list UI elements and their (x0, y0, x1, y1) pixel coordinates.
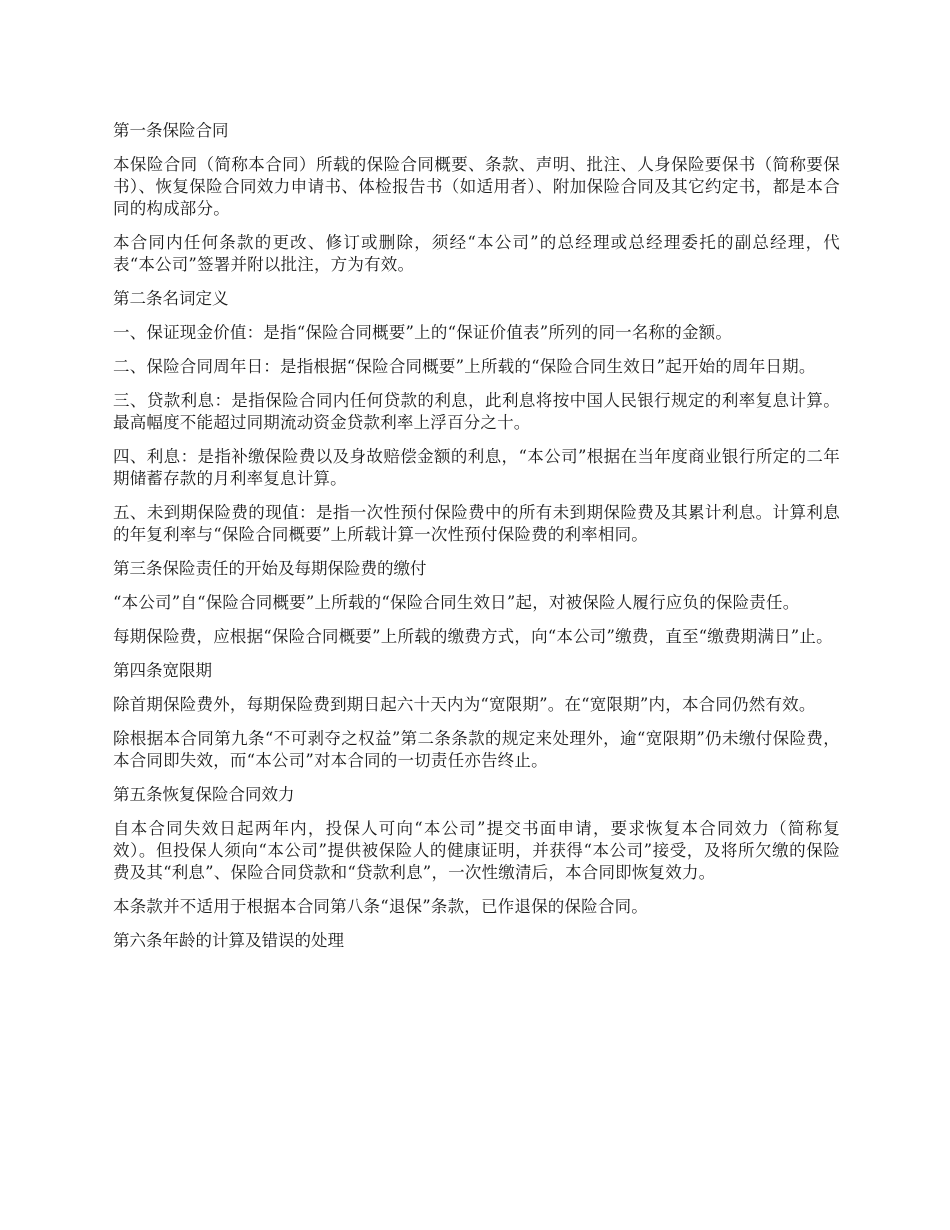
paragraph: 五、未到期保险费的现值：是指一次性预付保险费中的所有未到期保险费及其累计利息。计算利息的年复利率与“保险合同概要”上所载计算一次性预付保险费的利率相同。 (113, 503, 840, 544)
paragraph: 本条款并不适用于根据本合同第八条“退保”条款，已作退保的保险合同。 (113, 897, 648, 916)
paragraph: 自本合同失效日起两年内，投保人可向“本公司”提交书面申请，要求恢复本合同效力（简称复效）。但投保人须向“本公司”提供被保险人的健康证明，并获得“本公司”接受，及将所欠缴的保险费及其“利息”、保险合同贷款和“贷款利息”，一次性缴清后，本合同即恢复效力。 (113, 819, 840, 882)
paragraph: 一、保证现金价值：是指“保险合同概要”上的“保证价值表”所列的同一名称的金额。 (113, 323, 733, 342)
section-heading: 第一条保险合同 (113, 121, 229, 140)
paragraph: 三、贷款利息：是指保险合同内任何贷款的利息，此利息将按中国人民银行规定的利率复息计算。最高幅度不能超过同期流动资金贷款利率上浮百分之十。 (113, 391, 840, 432)
section-heading: 第二条名词定义 (113, 289, 229, 308)
paragraph: 除根据本合同第九条“不可剥夺之权益”第二条条款的规定来处理外，逾“宽限期”仍未缴付保险费，本合同即失效，而“本公司”对本合同的一切责任亦告终止。 (113, 729, 840, 770)
section-heading: 第五条恢复保险合同效力 (113, 785, 295, 804)
paragraph: 每期保险费，应根据“保险合同概要”上所载的缴费方式，向“本公司”缴费，直至“缴费期满日”止。 (113, 627, 833, 646)
paragraph: “本公司”自“保险合同概要”上所载的“保险合同生效日”起，对被保险人履行应负的保险责任。 (113, 593, 800, 612)
paragraph: 本保险合同（简称本合同）所载的保险合同概要、条款、声明、批注、人身保险要保书（简称要保书）、恢复保险合同效力申请书、体检报告书（如适用者）、附加保险合同及其它约定书，都是本合同的构成部分。 (113, 155, 840, 218)
section-heading: 第六条年龄的计算及错误的处理 (113, 931, 344, 950)
document-page (113, 120, 840, 964)
section-heading: 第三条保险责任的开始及每期保险费的缴付 (113, 559, 427, 578)
paragraph: 二、保险合同周年日：是指根据“保险合同概要”上所载的“保险合同生效日”起开始的周年日期。 (113, 357, 816, 376)
paragraph: 除首期保险费外，每期保险费到期日起六十天内为“宽限期”。在“宽限期”内，本合同仍然有效。 (113, 695, 816, 714)
paragraph: 本合同内任何条款的更改、修订或删除，须经“本公司”的总经理或总经理委托的副总经理，代表“本公司”签署并附以批注，方为有效。 (113, 233, 840, 274)
paragraph: 四、利息：是指补缴保险费以及身故赔偿金额的利息，“本公司”根据在当年度商业银行所定的二年期储蓄存款的月利率复息计算。 (113, 447, 840, 488)
section-heading: 第四条宽限期 (113, 661, 212, 680)
